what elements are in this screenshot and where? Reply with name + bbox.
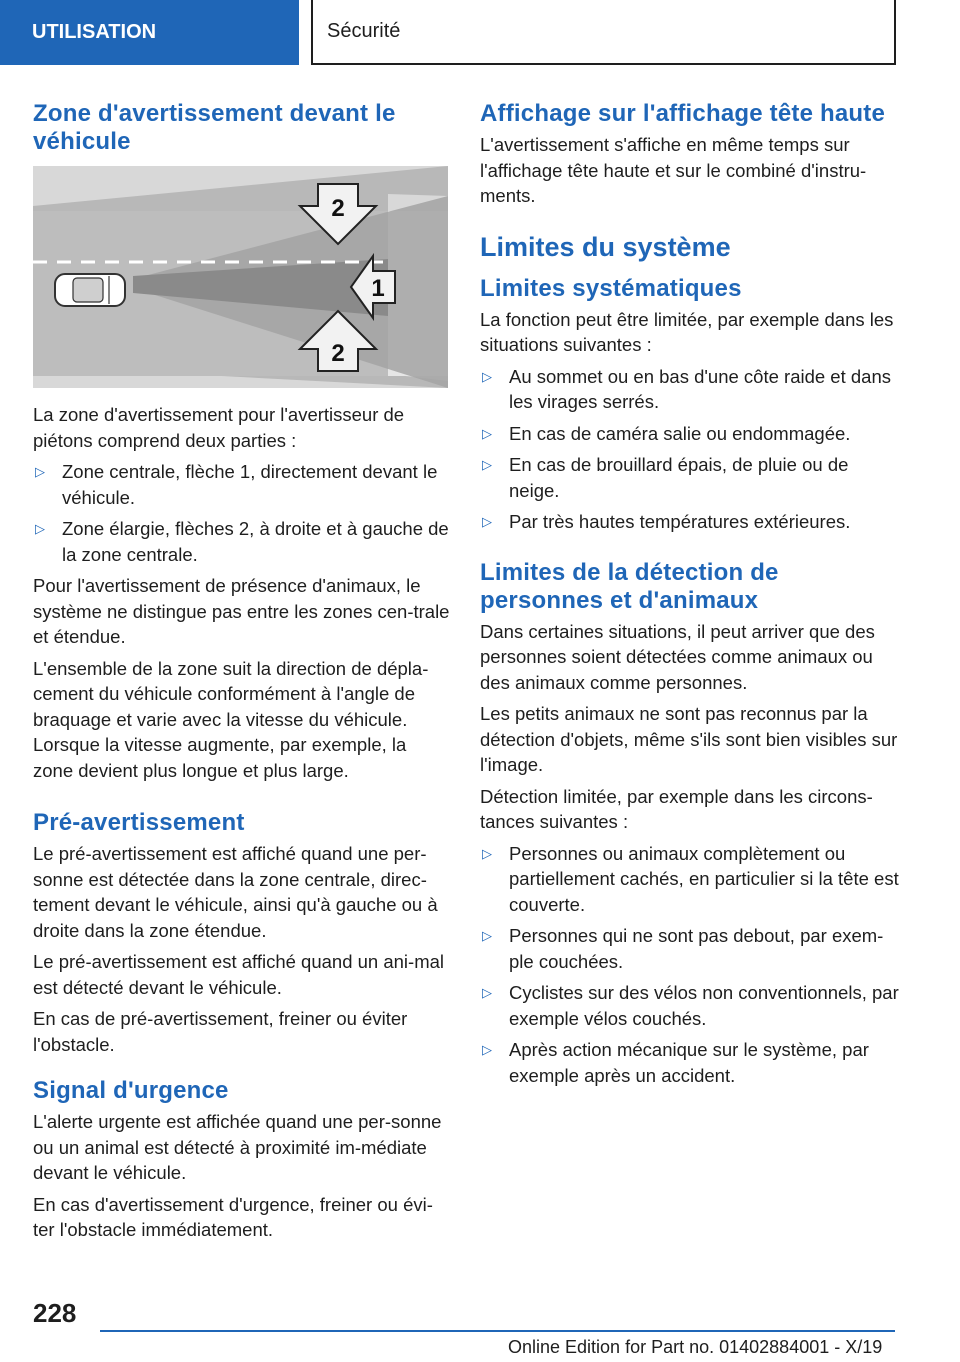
- list-item: [480, 841, 900, 918]
- list-item-text: Après action mécanique sur le système, par exemple après un accident.: [509, 1039, 869, 1086]
- zone-intro: La zone d'avertissement pour l'avertisseur de piétons comprend deux parties :: [33, 404, 405, 451]
- animals-paragraph: Pour l'avertissement de présence d'animaux, le système ne distingue pas entre les zones cen-trale et étendue.: [33, 575, 450, 647]
- pre-warning-p1: Le pré-avertissement est affiché quand une per-sonne est détectée dans la zone centrale, direc-tement devant le véhicule, ainsi qu'à gauche ou à droite dans la zone étendue.: [33, 843, 438, 941]
- systematic-limits-list: [480, 364, 900, 535]
- triangle-bullet-icon: ▷: [482, 514, 492, 529]
- detection-limits-heading: Limites de la détection de personnes et d'animaux: [480, 558, 779, 614]
- page-number: 228: [33, 1298, 77, 1328]
- list-item-text: Zone centrale, flèche 1, directement devant le véhicule.: [62, 461, 438, 508]
- pre-warning-p3: En cas de pré-avertissement, freiner ou éviter l'obstacle.: [33, 1008, 408, 1055]
- warning-zone-diagram: [33, 166, 448, 388]
- list-item-text: En cas de caméra salie ou endommagée.: [509, 422, 851, 444]
- list-item: [480, 980, 900, 1031]
- zone-heading: Zone d'avertissement devant le véhicule: [33, 100, 396, 155]
- hud-paragraph: L'avertissement s'affiche en même temps sur l'affichage tête haute et sur le combiné d'instru-ments.: [480, 134, 867, 206]
- triangle-bullet-icon: ▷: [482, 985, 492, 1000]
- detection-p3: Détection limitée, par exemple dans les circons-tances suivantes :: [480, 785, 873, 832]
- detection-p2: Les petits animaux ne sont pas reconnus par la détection d'objets, même s'ils sont bien visibles sur l'image.: [480, 703, 898, 775]
- triangle-bullet-icon: ▷: [35, 521, 45, 536]
- systematic-limits-heading: Limites systématiques: [480, 274, 742, 302]
- limits-heading: Limites du système: [480, 231, 731, 262]
- list-item-text: Au sommet ou en bas d'une côte raide et dans les virages serrés.: [509, 365, 891, 412]
- triangle-bullet-icon: ▷: [482, 928, 492, 943]
- chapter-title: Sécurité: [311, 0, 896, 65]
- list-item: [480, 923, 900, 974]
- list-item-text: Personnes ou animaux complètement ou partiellement cachés, en particulier si la tête est couverte.: [509, 842, 899, 915]
- list-item: [480, 1037, 900, 1088]
- list-item: [33, 516, 451, 567]
- arrow-center-label: 1: [371, 275, 385, 302]
- section-tab: UTILISATION: [0, 0, 299, 65]
- triangle-bullet-icon: ▷: [482, 845, 492, 861]
- systematic-limits-intro: La fonction peut être limitée, par exemple dans les situations suivantes :: [480, 308, 894, 355]
- pre-warning-p2: Le pré-avertissement est affiché quand un ani-mal est détecté devant le véhicule.: [33, 951, 445, 998]
- urgent-p2: En cas d'avertissement d'urgence, freiner ou évi-ter l'obstacle immédiatement.: [33, 1193, 433, 1240]
- list-item: [480, 421, 900, 447]
- arrow-bottom-label: 2: [331, 340, 345, 367]
- right-column: [480, 100, 900, 1094]
- detection-p1: Dans certaines situations, il peut arriver que des personnes soient détectées comme animaux ou des animaux comme personnes.: [480, 620, 875, 693]
- detection-limits-list: [480, 841, 900, 1089]
- list-item-text: En cas de brouillard épais, de pluie ou de neige.: [509, 454, 849, 501]
- list-item-text: Par très hautes températures extérieures.: [509, 511, 851, 532]
- edition-note: Online Edition for Part no. 01402884001 - X/19: [508, 1337, 883, 1357]
- triangle-bullet-icon: ▷: [482, 1042, 492, 1057]
- list-item: [480, 364, 900, 415]
- urgent-heading: Signal d'urgence: [33, 1077, 229, 1104]
- list-item: [33, 459, 451, 510]
- triangle-bullet-icon: ▷: [482, 457, 492, 472]
- hud-heading: Affichage sur l'affichage tête haute: [480, 100, 885, 127]
- list-item-text: Cyclistes sur des vélos non conventionnels, par exemple vélos couchés.: [509, 982, 899, 1029]
- footer-divider: [100, 1330, 895, 1332]
- left-column: [33, 100, 451, 1249]
- triangle-bullet-icon: ▷: [482, 425, 492, 441]
- pre-warning-heading: Pré-avertissement: [33, 809, 245, 836]
- list-item: [480, 452, 900, 503]
- urgent-p1: L'alerte urgente est affichée quand une per-sonne ou un animal est détecté à proximité im-médiate devant le véhicule.: [33, 1111, 442, 1183]
- zone-list: [33, 459, 451, 567]
- list-item-text: Personnes qui ne sont pas debout, par exem-ple couchées.: [509, 925, 884, 972]
- diagram-svg: [33, 166, 448, 388]
- list-item-text: Zone élargie, flèches 2, à droite et à gauche de la zone centrale.: [62, 518, 449, 565]
- list-item: [480, 509, 900, 535]
- triangle-bullet-icon: ▷: [482, 368, 492, 384]
- car-icon: [55, 274, 125, 306]
- arrow-top-label: 2: [331, 195, 345, 222]
- triangle-bullet-icon: ▷: [35, 464, 45, 479]
- zone-paragraph: L'ensemble de la zone suit la direction de dépla-cement du véhicule conformément à l'angle de braquage et varie avec la vitesse du véhicule. Lorsque la vitesse augmente, par exemple, la zone devient plus longue et plus large.: [33, 657, 429, 781]
